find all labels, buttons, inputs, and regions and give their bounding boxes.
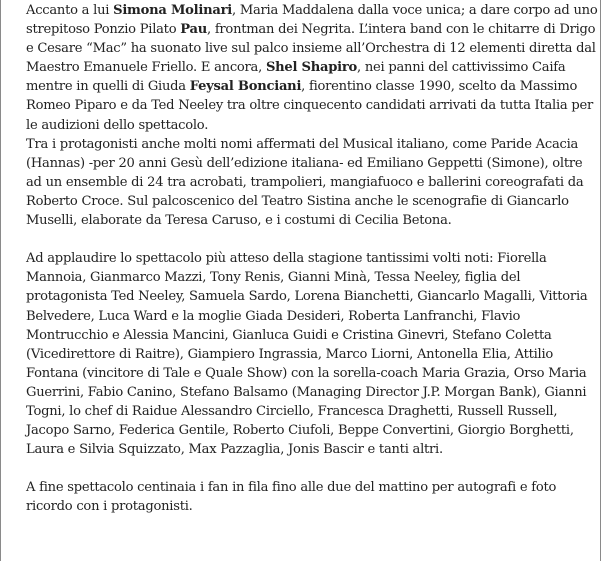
paragraph-cast <box>26 1 601 135</box>
paragraph-spacer <box>26 230 601 249</box>
paragraph-closing <box>26 478 601 516</box>
name-simona-molinari: Simona Molinari <box>113 3 232 18</box>
name-pau: Pau <box>180 22 207 38</box>
text-run: , fiorentino classe 1990, scelto da Massimo Romeo Piparo e da Ted Neeley tra oltre cinquecento candidati arrivati da tutta Italia per le audizioni dello spettacolo. <box>26 79 594 133</box>
text-run: Tra i protagonisti anche molti nomi affermati del Musical italiano, come Paride Acacia (Hannas) -per 20 anni Gesù dell’edizione italiana- ed Emiliano Geppetti (Simone), oltre ad un ensemble di 24 tra acrobati, trampolieri, mangiafuoco e ballerini coreografati da Roberto Croce. Sul palcoscenico del Teatro Sistina anche le scenografie di Giancarlo Muselli, elaborate da Teresa Caruso, e i costumi di Cecilia Betona. <box>26 136 584 229</box>
paragraph-protagonists <box>26 135 601 230</box>
text-run: Accanto a lui <box>26 3 114 18</box>
text-run: , nei panni del cattivissimo Caifa mentre in quelli di Giuda <box>26 60 566 95</box>
text-run: A fine spettacolo centinaia i fan in fila fino alle due del mattino per autografi e foto ricordo con i protagonisti. <box>26 480 557 515</box>
name-shel-shapiro: Shel Shapiro <box>265 60 358 76</box>
paragraph-audience <box>26 249 601 459</box>
text-run: Ad applaudire lo spettacolo più atteso della stagione tantissimi volti noti: Fiorella Mannoia, Gianmarco Mazzi, Tony Renis, Gianni Minà, Tessa Neeley, figlia del protagonista Ted Neeley, Samuela Sardo, Lorena Bianchetti, Giancarlo Magalli, Vittoria Belvedere, Luca Ward e la moglie Giada Desideri, Roberta Lanfranchi, Flavio Montrucchio e Alessia Mancini, Gianluca Guidi e Cristina Ginevri, Stefano Coletta (Vicedirettore di Raitre), Giampiero Ingrassia, Marco Liorni, Antonella Elia, Attilio Fontana (vincitore di Tale e Quale Show) con la sorella-coach Maria Grazia, Orso Maria Guerrini, Fabio Canino, Stefano Balsamo (Managing Director J.P. Morgan Bank), Gianni Togni, lo chef di Raidue Alessandro Circiello, Francesca Draghetti, Russell Russell, Jacopo Sarno, Federica Gentile, Roberto Ciufoli, Beppe Convertini, Giorgio Borghetti, Laura e Silvia Squizzato, Max Pazzaglia, Jonis Bascir e tanti altri. <box>26 251 588 458</box>
name-feysal-bonciani: Feysal Bonciani <box>189 79 302 95</box>
text-run: , Maria Maddalena dalla voce unica; a dare corpo ad uno strepitoso Ponzio Pilato <box>26 3 598 38</box>
paragraph-spacer <box>26 459 601 478</box>
article-body <box>26 1 601 517</box>
text-run: , frontman dei Negrita. L’intera band con le chitarre di Drigo e Cesare “Mac” ha suonato live sul palco insieme all’Orchestra di 12 elementi diretta dal Maestro Emanuele Friello. E ancora, <box>26 22 596 76</box>
